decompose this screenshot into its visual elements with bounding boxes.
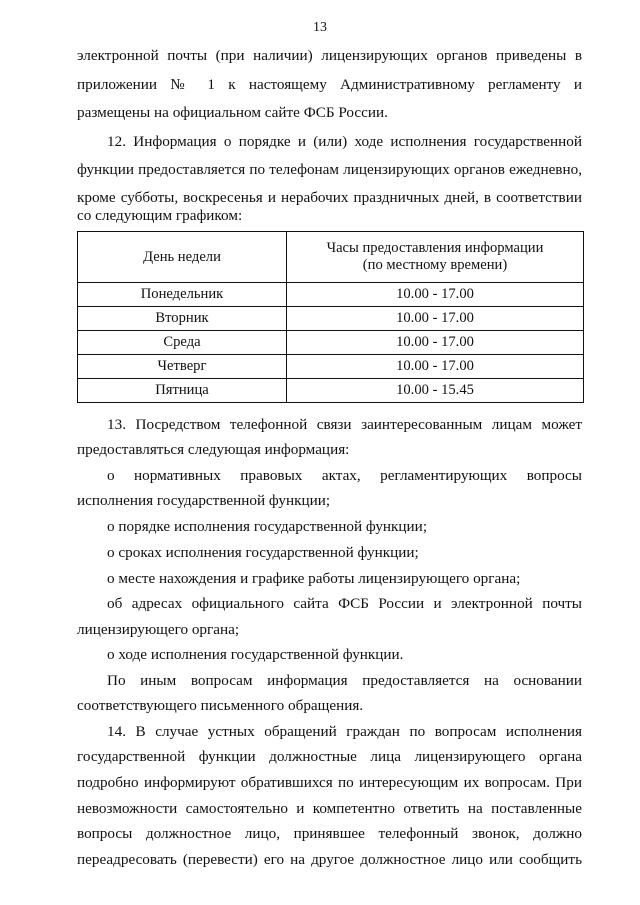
day-cell: Пятница xyxy=(78,379,287,403)
text-line: со следующим графиком: xyxy=(77,207,243,224)
list-item-text: о ходе исполнения государственной функции. xyxy=(107,646,404,663)
list-item-text: о месте нахождения и графике работы лицензирующего органа; xyxy=(107,570,521,587)
list-item-text: о нормативных правовых актах, регламентирующих вопросы xyxy=(107,467,582,484)
schedule-table xyxy=(77,231,584,403)
list-item-text: о сроках исполнения государственной функции; xyxy=(107,544,419,561)
hours-cell: 10.00 - 17.00 xyxy=(287,283,584,307)
text-line: лицензирующего органа; xyxy=(77,621,240,638)
text-line: функции предоставляется по телефонам лицензирующих органов ежедневно, xyxy=(77,161,582,178)
text-line: приложении № 1 к настоящему Административному регламенту и xyxy=(77,76,582,93)
table-row xyxy=(78,355,584,379)
hours-cell: 10.00 - 15.45 xyxy=(287,379,584,403)
day-cell: Среда xyxy=(78,331,287,355)
table-row xyxy=(78,307,584,331)
header-hours-line2: (по местному времени) xyxy=(362,257,508,273)
hours-cell: 10.00 - 17.00 xyxy=(287,355,584,379)
header-hours-line1: Часы предоставления информации xyxy=(326,240,544,256)
table-header-row xyxy=(78,232,584,283)
table-row xyxy=(78,331,584,355)
text-line: вопросы должностное лицо, принявшее телефонный звонок, должно xyxy=(77,825,582,842)
page-number: 13 xyxy=(313,20,327,35)
text-line: кроме субботы, воскресенья и нерабочих праздничных дней, в соответствии xyxy=(77,189,582,206)
text-line: соответствующего письменного обращения. xyxy=(77,697,364,714)
day-cell: Понедельник xyxy=(78,283,287,307)
list-item-text: о порядке исполнения государственной функции; xyxy=(107,518,428,535)
list-item-text: об адресах официального сайта ФСБ России и электронной почты xyxy=(107,595,582,612)
table-row xyxy=(78,379,584,403)
hours-cell: 10.00 - 17.00 xyxy=(287,307,584,331)
text-line: размещены на официальном сайте ФСБ России. xyxy=(77,104,388,121)
text-line: предоставляться следующая информация: xyxy=(77,441,350,458)
day-cell: Вторник xyxy=(78,307,287,331)
header-hours xyxy=(287,232,584,283)
text-line: По иным вопросам информация предоставляется на основании xyxy=(107,672,582,689)
header-day: День недели xyxy=(78,232,287,283)
text-line: невозможности самостоятельно и компетентно ответить на поставленные xyxy=(77,800,582,817)
text-line: электронной почты (при наличии) лицензирующих органов приведены в xyxy=(77,47,582,64)
paragraph-13-start: 13. Посредством телефонной связи заинтересованным лицам может xyxy=(107,416,582,433)
text-line: исполнения государственной функции; xyxy=(77,492,331,509)
day-cell: Четверг xyxy=(78,355,287,379)
text-line: переадресовать (перевести) его на другое должностное лицо или сообщить xyxy=(77,851,582,868)
hours-cell: 10.00 - 17.00 xyxy=(287,331,584,355)
text-line: подробно информируют обратившихся по интересующим их вопросам. При xyxy=(77,774,582,791)
table-row xyxy=(78,283,584,307)
paragraph-14-start: 14. В случае устных обращений граждан по вопросам исполнения xyxy=(107,723,582,740)
paragraph-12-start: 12. Информация о порядке и (или) ходе исполнения государственной xyxy=(107,133,582,150)
text-line: государственной функции должностные лица лицензирующего органа xyxy=(77,748,582,765)
